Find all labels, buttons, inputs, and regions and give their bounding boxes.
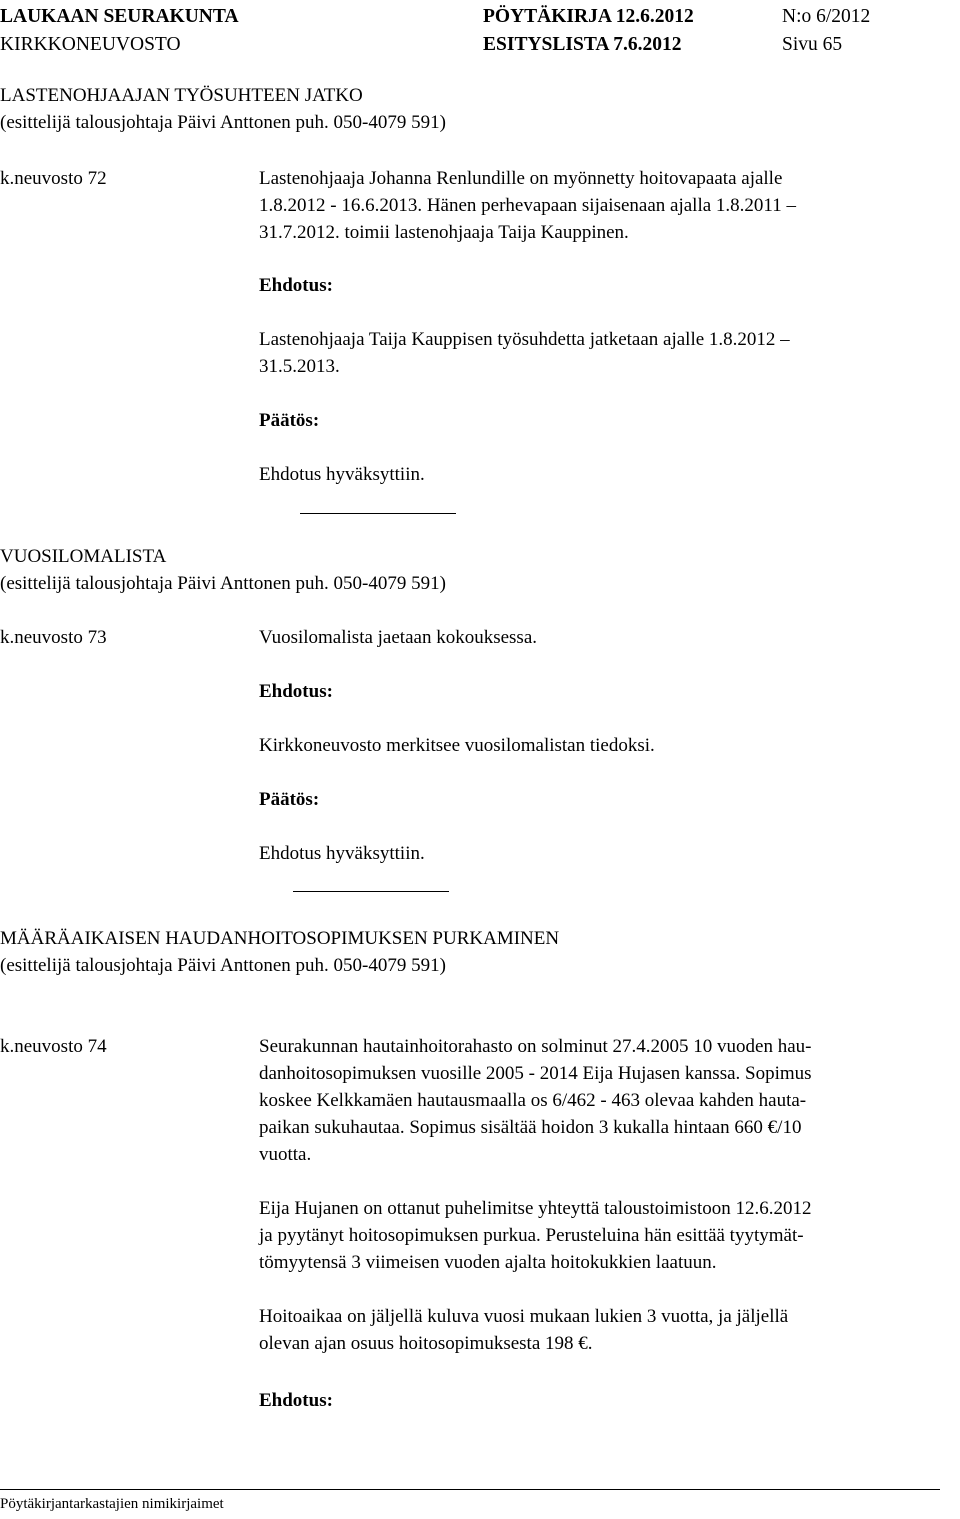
proposal-line: Lastenohjaaja Taija Kauppisen työsuhdetta jatketaan ajalle 1.8.2012 – bbox=[259, 329, 790, 350]
section-title: MÄÄRÄAIKAISEN HAUDANHOITOSOPIMUKSEN PURKAMINEN bbox=[0, 928, 560, 949]
section-text-line: 1.8.2012 - 16.6.2013. Hänen perhevapaan sijaisenaan ajalla 1.8.2011 – bbox=[259, 195, 796, 216]
header-agenda: ESITYSLISTA 7.6.2012 bbox=[483, 34, 682, 55]
section-ref: k.neuvosto 73 bbox=[0, 627, 107, 648]
section-text-line: Eija Hujanen on ottanut puhelimitse yhteyttä taloustoimistoon 12.6.2012 bbox=[259, 1198, 812, 1219]
decision-label: Päätös: bbox=[259, 789, 320, 810]
section-text-line: danhoitosopimuksen vuosille 2005 - 2014 Eija Hujasen kanssa. Sopimus bbox=[259, 1063, 812, 1084]
section-text-line: olevan ajan osuus hoitosopimuksesta 198 €. bbox=[259, 1333, 593, 1354]
section-text-line: paikan sukuhautaa. Sopimus sisältää hoidon 3 kukalla hintaan 660 €/10 bbox=[259, 1117, 802, 1138]
section-divider bbox=[300, 513, 456, 514]
section-presenter: (esittelijä talousjohtaja Päivi Anttonen puh. 050-4079 591) bbox=[0, 112, 446, 133]
section-text-line: 31.7.2012. toimii lastenohjaaja Taija Kauppinen. bbox=[259, 222, 629, 243]
footer-signature-label: Pöytäkirjantarkastajien nimikirjaimet bbox=[0, 1496, 224, 1512]
proposal-label: Ehdotus: bbox=[259, 681, 333, 702]
section-ref: k.neuvosto 72 bbox=[0, 168, 107, 189]
section-text-line: Vuosilomalista jaetaan kokouksessa. bbox=[259, 627, 537, 648]
header-doc-type: PÖYTÄKIRJA 12.6.2012 bbox=[483, 6, 694, 27]
proposal-label: Ehdotus: bbox=[259, 275, 333, 296]
decision-text: Ehdotus hyväksyttiin. bbox=[259, 464, 425, 485]
section-ref: k.neuvosto 74 bbox=[0, 1036, 107, 1057]
footer-rule bbox=[0, 1489, 940, 1490]
section-text-line: Seurakunnan hautainhoitorahasto on solminut 27.4.2005 10 vuoden hau- bbox=[259, 1036, 812, 1057]
proposal-line: Kirkkoneuvosto merkitsee vuosilomalistan tiedoksi. bbox=[259, 735, 655, 756]
section-text-line: koskee Kelkkamäen hautausmaalla os 6/462 - 463 olevaa kahden hauta- bbox=[259, 1090, 807, 1111]
section-text-line: Lastenohjaaja Johanna Renlundille on myönnetty hoitovapaata ajalle bbox=[259, 168, 783, 189]
decision-label: Päätös: bbox=[259, 410, 320, 431]
proposal-label: Ehdotus: bbox=[259, 1390, 333, 1411]
decision-text: Ehdotus hyväksyttiin. bbox=[259, 843, 425, 864]
section-text-line: vuotta. bbox=[259, 1144, 312, 1165]
header-org: LAUKAAN SEURAKUNTA bbox=[0, 6, 239, 27]
section-title: VUOSILOMALISTA bbox=[0, 546, 167, 567]
section-presenter: (esittelijä talousjohtaja Päivi Anttonen puh. 050-4079 591) bbox=[0, 955, 446, 976]
section-text-line: Hoitoaikaa on jäljellä kuluva vuosi mukaan lukien 3 vuotta, ja jäljellä bbox=[259, 1306, 789, 1327]
section-divider bbox=[293, 891, 449, 892]
section-text-line: tömyytensä 3 viimeisen vuoden ajalta hoitokukkien laatuun. bbox=[259, 1252, 717, 1273]
header-page: Sivu 65 bbox=[782, 34, 843, 55]
section-text-line: ja pyytänyt hoitosopimuksen purkua. Perusteluina hän esittää tyytymät- bbox=[259, 1225, 804, 1246]
header-body: KIRKKONEUVOSTO bbox=[0, 34, 181, 55]
proposal-line: 31.5.2013. bbox=[259, 356, 340, 377]
header-number: N:o 6/2012 bbox=[782, 6, 871, 27]
section-title: LASTENOHJAAJAN TYÖSUHTEEN JATKO bbox=[0, 85, 363, 106]
section-presenter: (esittelijä talousjohtaja Päivi Anttonen puh. 050-4079 591) bbox=[0, 573, 446, 594]
